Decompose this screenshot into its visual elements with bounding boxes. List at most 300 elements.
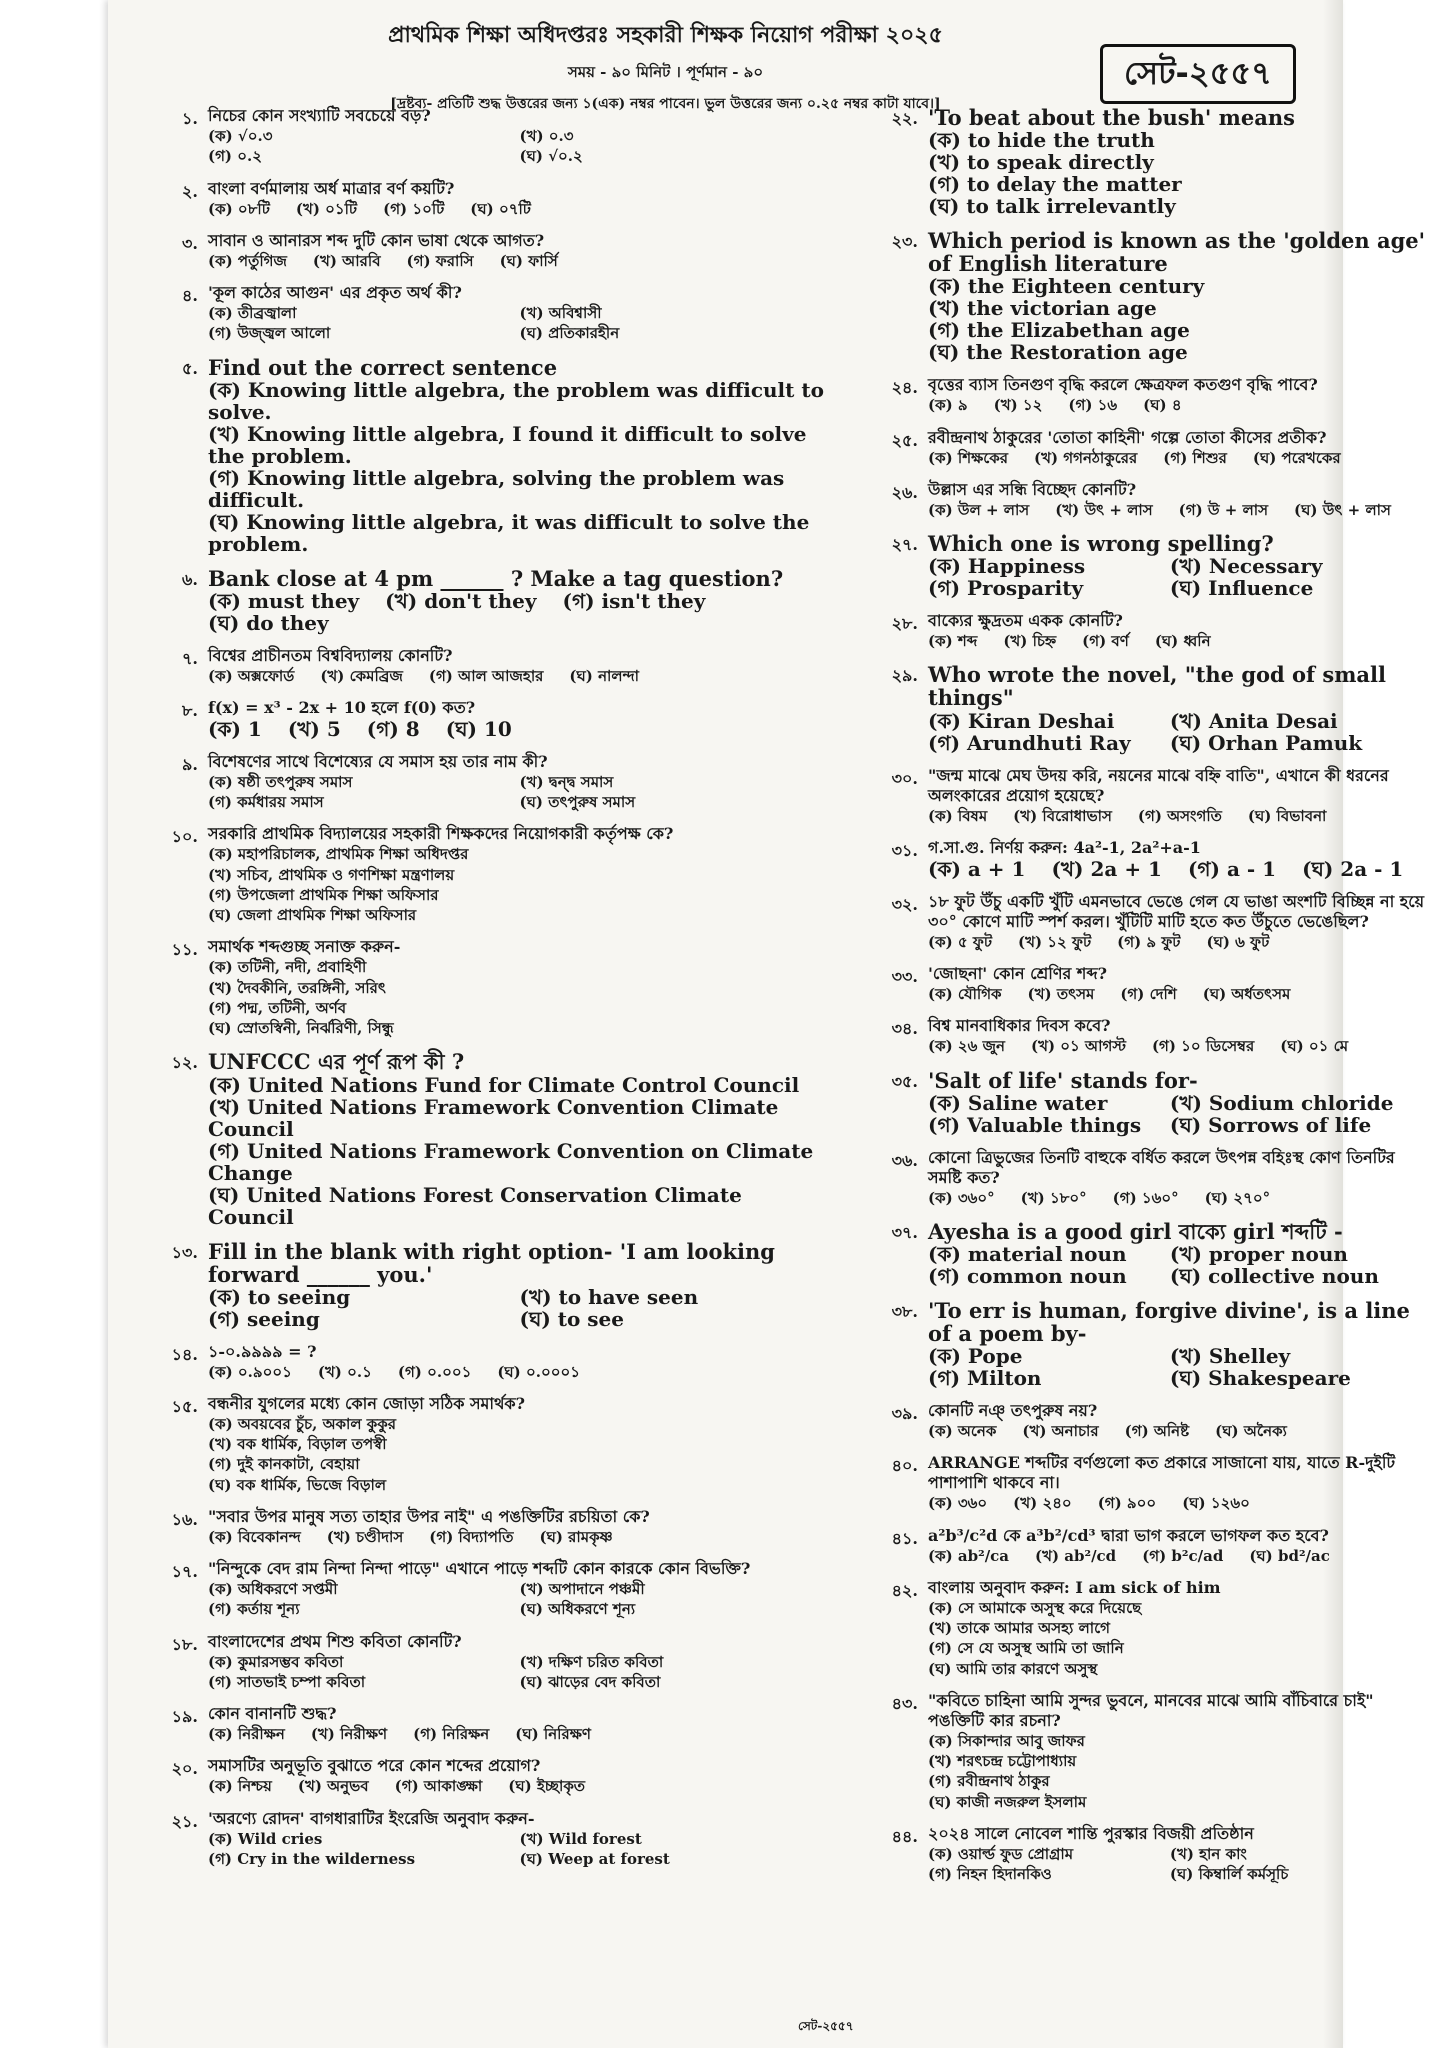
answer-options	[208, 590, 857, 634]
question-text: বিশেষণের সাথে বিশেষ্যের যে সমাস হয় তার নাম কী?	[208, 751, 548, 771]
question-number: ৩৯.	[891, 1404, 918, 1424]
question-number: ২৬.	[891, 482, 918, 502]
answer-option: (গ) অসংগতি	[1137, 806, 1222, 825]
answer-option: (গ) আল আজহার	[428, 666, 544, 685]
answer-options	[208, 251, 857, 271]
question-number: ১২.	[171, 1053, 198, 1073]
answer-option: (গ) 8	[366, 716, 420, 741]
answer-options	[928, 984, 1432, 1004]
answer-option: (ঘ) ০৭টি	[470, 199, 531, 218]
answer-option: (খ) অনুভব	[297, 1777, 369, 1796]
answer-options	[928, 555, 1432, 599]
question-item	[152, 646, 857, 686]
answer-option: (গ) বিদ্যাপতি	[429, 1527, 514, 1546]
answer-option: (গ) নিরিক্ষন	[413, 1725, 490, 1744]
footer-set-label: সেট-২৫৫৭	[798, 2019, 854, 2033]
question-item	[152, 752, 857, 813]
question-item	[872, 428, 1432, 468]
answer-option: (ক) ০.৯০০১	[208, 1362, 292, 1381]
question-item	[152, 1394, 857, 1495]
question-number: ৩৮.	[891, 1302, 918, 1321]
question-text: উল্লাস এর সন্ধি বিচ্ছেদ কোনটি?	[928, 479, 1137, 499]
answer-option: (খ) অপাদানে পঞ্চমী	[519, 1580, 645, 1599]
answer-options	[928, 1421, 1432, 1441]
answer-option: (গ) উজ্জ্বল আলো	[208, 324, 331, 343]
question-text: 'কূল কাঠের আগুন' এর প্রকৃত অর্থ কী?	[208, 283, 462, 302]
answer-options	[928, 1731, 1432, 1812]
question-text: রবীন্দ্রনাথ ঠাকুরের 'তোতা কাহিনী' গল্পে তোতা কীসের প্রতীক?	[928, 427, 1327, 447]
question-item	[872, 1069, 1432, 1136]
answer-option: (ক) শিক্ষকের	[928, 448, 1009, 467]
answer-option: (ঘ) Sorrows of life	[1169, 1112, 1372, 1137]
answer-option: (খ) to have seen	[519, 1284, 699, 1309]
question-number: ২৩.	[891, 232, 918, 252]
answer-option: (ঘ) অর্ধতৎসম	[1202, 985, 1291, 1004]
answer-option: (খ) তৎসম	[1027, 985, 1095, 1004]
answer-options	[928, 1493, 1432, 1513]
answer-option: (খ) don't they	[385, 588, 537, 613]
question-text: "কবিতে চাহিনা আমি সুন্দর ভুবনে, মানবের মাঝে আমি বাঁচিবারে চাই" পঙক্তিটি কার রচনা?	[928, 1690, 1374, 1730]
question-number: ২৮.	[891, 614, 918, 634]
question-number: ৩৩.	[891, 967, 918, 987]
answer-option: (ক) বিষম	[928, 806, 988, 825]
answer-option: (ক) বিবেকানন্দ	[208, 1527, 301, 1546]
question-text: 'Salt of life' stands for-	[928, 1067, 1198, 1093]
answer-option: (ক) অনেক	[928, 1422, 997, 1441]
answer-option: (ঘ) জেলা প্রাথমিক শিক্ষা অফিসার	[208, 906, 417, 925]
question-text: বাংলা বর্ণমালায় অর্ধ মাত্রার বর্ণ কয়টি?	[208, 178, 455, 198]
question-number: ১৯.	[171, 1707, 198, 1727]
question-item	[152, 1632, 857, 1693]
question-item	[152, 231, 857, 271]
question-number: ১০.	[171, 827, 198, 847]
answer-option: (ঘ) ফার্সি	[499, 251, 558, 270]
exam-instruction: [দ্রষ্টব্য- প্রতিটি শুদ্ধ উত্তরের জন্য ১(এক) নম্বর পাবেন। ভুল উত্তরের জন্য ০.২৫ নম্বর কাটা যাবে।]	[390, 96, 941, 112]
question-number: ১৫.	[171, 1396, 198, 1416]
question-text: সমার্থক শব্দগুচ্ছ সনাক্ত করুন-	[208, 937, 401, 957]
question-number: ৪৪.	[891, 1826, 918, 1846]
question-item	[152, 179, 857, 219]
answer-option: (গ) ফরাসি	[406, 251, 474, 270]
answer-option: (ক) ষষ্ঠী তৎপুরুষ সমাস	[208, 772, 353, 791]
answer-options	[208, 1579, 857, 1620]
question-item	[872, 1016, 1432, 1056]
question-number: ২৫.	[891, 430, 918, 450]
question-text: কোনো ত্রিভুজের তিনটি বাহুকে বর্ধিত করলে উৎপন্ন বহিঃস্থ কোণ তিনটির সমষ্টি কত?	[928, 1147, 1395, 1187]
answer-option: (গ) Valuable things	[928, 1112, 1142, 1137]
answer-option: (খ) ১৮০°	[1020, 1188, 1087, 1207]
answer-option: (ঘ) তৎপুরুষ সমাস	[519, 793, 636, 812]
question-item	[152, 356, 857, 555]
answer-options	[928, 448, 1432, 468]
answer-option: (ঘ) ঝাড়ের বেদ কবিতা	[519, 1672, 661, 1691]
question-number: ২২.	[891, 109, 918, 128]
answer-option: (ক) must they	[208, 588, 360, 613]
answer-option: (ঘ) বক ধার্মিক, ভিজে বিড়াল	[208, 1475, 387, 1494]
answer-option: (ক) ০৮টি	[208, 199, 270, 218]
question-item	[872, 1148, 1432, 1208]
answer-option: (ঘ) to talk irrelevantly	[928, 194, 1176, 219]
answer-option: (ক) United Nations Fund for Climate Control Council	[208, 1072, 800, 1097]
answer-option: (গ) to delay the matter	[928, 172, 1182, 197]
answer-option: (ঘ) collective noun	[1169, 1264, 1379, 1288]
question-text: গ.সা.গু. নির্ণয় করুন: 4a²-1, 2a²+a-1	[928, 837, 1201, 857]
answer-options	[208, 957, 857, 1038]
answer-option: (ঘ) do they	[208, 610, 329, 635]
answer-options	[208, 303, 857, 344]
answer-option: (খ) উৎ + লাস	[1055, 500, 1153, 519]
question-text: f(x) = x³ - 2x + 10 হলে f(0) কত?	[208, 697, 476, 717]
question-number: ৪.	[182, 286, 198, 305]
answer-option: (ক) সে আমাকে অসুস্থ করে দিয়েছে	[928, 1598, 1142, 1617]
answer-option: (গ) শিশুর	[1163, 448, 1227, 467]
question-number: ২৪.	[891, 378, 918, 398]
answer-option: (ক) নিরীক্ষন	[208, 1725, 285, 1744]
question-text: "নিন্দুকে বেদ রাম নিন্দা নিন্দা পাড়ে" এখানে পাড়ে শব্দটি কোন কারকে কোন বিভক্তি?	[208, 1559, 751, 1579]
question-text: "সবার উপর মানুষ সত্য তাহার উপর নাই" এ পঙক্তিটির রচয়িতা কে?	[208, 1506, 650, 1526]
set-number-box: সেট-২৫৫৭	[1100, 44, 1296, 104]
answer-option: (ক) যৌগিক	[928, 985, 1002, 1004]
question-item	[872, 1691, 1432, 1812]
question-text: বাংলাদেশের প্রথম শিশু কবিতা কোনটি?	[208, 1631, 462, 1651]
answer-options	[208, 1286, 857, 1330]
answer-option: (ঘ) প্রতিকারহীন	[519, 324, 620, 343]
answer-option: (ঘ) Influence	[1169, 576, 1314, 601]
answer-option: (ক) শব্দ	[928, 632, 978, 651]
answer-options	[928, 1036, 1432, 1056]
question-text: বাক্যের ক্ষুদ্রতম একক কোনটি?	[928, 611, 1123, 631]
answer-option: (খ) কেমব্রিজ	[320, 666, 403, 685]
answer-option: (গ) ১০টি	[383, 199, 445, 218]
answer-option: (ঘ) ৪	[1143, 396, 1182, 415]
question-text: Bank close at 4 pm ______ ? Make a tag question?	[208, 565, 784, 591]
answer-option: (গ) আকাঙ্ক্ষা	[394, 1777, 483, 1796]
answer-options	[928, 858, 1432, 880]
answer-option: (ক) কুমারসম্ভব কবিতা	[208, 1652, 344, 1671]
answer-option: (গ) common noun	[928, 1264, 1127, 1288]
answer-option: (ঘ) ০১ মে	[1280, 1037, 1349, 1056]
answer-option: (গ) দুই কানকাটা, বেহায়া	[208, 1455, 360, 1474]
question-number: ৮.	[182, 700, 198, 720]
question-number: ২৯.	[891, 666, 918, 686]
question-item	[872, 838, 1432, 880]
question-text: বৃত্তের ব্যাস তিনগুণ বৃদ্ধি করলে ক্ষেত্রফল কতগুণ বৃদ্ধি পাবে?	[928, 375, 1318, 395]
question-text: Which period is known as the 'golden age' of English literature	[928, 228, 1426, 277]
answer-option: (গ) ১০ ডিসেম্বর	[1151, 1037, 1255, 1056]
answer-option: (ক) নিশ্চয়	[208, 1777, 272, 1796]
question-text: UNFCCC এর পূর্ণ রূপ কী ?	[208, 1049, 465, 1075]
question-number: ২.	[182, 181, 198, 201]
answer-option: (ক) Knowing little algebra, the problem was difficult to solve.	[208, 377, 824, 424]
answer-option: (ঘ) কিম্বার্লি কর্মসূচি	[1169, 1865, 1289, 1884]
question-text: Find out the correct sentence	[208, 354, 558, 380]
answer-option: (ঘ) Orhan Pamuk	[1169, 730, 1363, 755]
answer-option: (ঘ) নিরিক্ষণ	[515, 1725, 591, 1744]
question-text: Fill in the blank with right option- 'I am looking forward ______ you.'	[208, 1238, 775, 1287]
answer-option: (ঘ) রামকৃষ্ণ	[539, 1527, 613, 1546]
question-item	[152, 698, 857, 740]
answer-options	[928, 129, 1432, 217]
exam-paper	[108, 0, 1426, 2048]
answer-option: (ক) অক্সফোর্ড	[208, 666, 295, 685]
answer-option: (ঘ) ০.০০০১	[497, 1362, 580, 1381]
answer-option: (খ) ২৪০	[1013, 1494, 1072, 1513]
answer-option: (ক) ৯	[928, 396, 968, 415]
answer-option: (ক) Kiran Deshai	[928, 708, 1115, 733]
answer-option: (গ) পদ্ম, তটিনী, অর্ণব	[208, 998, 347, 1017]
answer-option: (ক) ৩৬০	[928, 1494, 988, 1513]
answer-option: (গ) seeing	[208, 1306, 320, 1331]
question-text: ১৮ ফুট উঁচু একটি খুঁটি এমনভাবে ভেঙে গেল যে ভাঙা অংশটি বিচ্ছিন্ন না হয়ে ৩০° কোণে মাটি স্পর্শ করল। খুঁটিটি মাটি হতে কত উঁচুতে ভেঙেছিল?	[928, 891, 1425, 931]
question-text: a²b³/c²d কে a³b²/cd³ দ্বারা ভাগ করলে ভাগফল কত হবে?	[928, 1525, 1329, 1545]
question-item	[872, 1526, 1432, 1566]
answer-option: (ঘ) Knowing little algebra, it was difficult to solve the problem.	[208, 509, 810, 556]
answer-options	[928, 1844, 1432, 1885]
answer-options	[208, 844, 857, 925]
answer-option: (ক) √০.৩	[208, 127, 273, 145]
answer-options	[928, 710, 1432, 754]
answer-option: (গ) সাতভাই চম্পা কবিতা	[208, 1672, 366, 1691]
answer-option: (ক) ৫ ফুট	[928, 932, 993, 951]
answer-option: (ঘ) bd²/ac	[1249, 1546, 1330, 1565]
question-text: সমাসটির অনুভূতি বুঝাতে পরে কোন শব্দের প্রয়োগ?	[208, 1756, 541, 1776]
answer-option: (ক) তটিনী, নদী, প্রবাহিণী	[208, 958, 367, 977]
answer-option: (ঘ) the Restoration age	[928, 340, 1188, 365]
question-text: ১-০.৯৯৯৯ = ?	[208, 1341, 317, 1361]
answer-option: (খ) ১২ ফুট	[1018, 932, 1092, 951]
answer-option: (খ) 5	[287, 716, 341, 741]
answer-option: (গ) Prosparity	[928, 576, 1084, 601]
question-item	[872, 229, 1432, 363]
answer-option: (খ) ab²/cd	[1035, 1546, 1117, 1565]
answer-options	[208, 718, 857, 740]
question-item	[872, 375, 1432, 415]
answer-option: (ক) মহাপরিচালক, প্রাথমিক শিক্ষা অধিদপ্তর	[208, 845, 469, 864]
answer-option: (গ) উ + লাস	[1178, 500, 1269, 519]
question-number: ৪০.	[891, 1456, 918, 1476]
answer-option: (ঘ) কাজী নজরুল ইসলাম	[928, 1792, 1087, 1811]
question-item	[152, 824, 857, 925]
question-text: Who wrote the novel, "the god of small things"	[928, 662, 1386, 711]
answer-options	[208, 199, 857, 219]
answer-options	[208, 1724, 857, 1744]
question-number: ৩.	[182, 233, 198, 253]
answer-option: (গ) কর্মধারয় সমাস	[208, 793, 324, 812]
answer-option: (ঘ) to see	[519, 1306, 625, 1331]
question-text: বাংলায় অনুবাদ করুন: I am sick of him	[928, 1577, 1221, 1597]
question-text: বিশ্বের প্রাচীনতম বিশ্ববিদ্যালয় কোনটি?	[208, 645, 453, 665]
answer-options	[928, 1546, 1432, 1566]
answer-option: (গ) নিহন হিদানকিও	[928, 1865, 1052, 1884]
answer-option: (ক) অধিকরণে সপ্তমী	[208, 1580, 338, 1599]
answer-option: (গ) রবীন্দ্রনাথ ঠাকুর	[928, 1772, 1050, 1791]
question-number: ৫.	[182, 358, 198, 378]
question-text: "জন্ম মাঝে মেঘ উদয় করি, নয়নের মাঝে বহ্নি বাতি", এখানে কী ধরনের অলংকারের প্রয়োগ হয়েছে?	[928, 765, 1389, 805]
answer-options	[928, 1598, 1432, 1679]
answer-options	[928, 1345, 1432, 1389]
question-number: ১৪.	[171, 1344, 198, 1364]
answer-option: (ঘ) 2a - 1	[1302, 856, 1404, 881]
answer-option: (গ) ৯০০	[1097, 1494, 1157, 1513]
answer-options	[928, 1188, 1432, 1208]
question-number: ২৭.	[891, 535, 918, 555]
answer-options	[208, 772, 857, 813]
question-item	[152, 937, 857, 1038]
answer-options	[928, 500, 1432, 520]
answer-option: (খ) Knowing little algebra, I found it difficult to solve the problem.	[208, 421, 807, 468]
answer-option: (ক) to seeing	[208, 1284, 351, 1309]
answer-option: (ক) ওয়ার্ল্ড ফুড প্রোগ্রাম	[928, 1844, 1074, 1863]
answer-option: (খ) the victorian age	[928, 296, 1157, 321]
answer-options	[208, 126, 857, 167]
question-number: ৩২.	[891, 894, 918, 914]
question-item	[872, 1220, 1432, 1287]
answer-options	[208, 1527, 857, 1547]
answer-options	[208, 1652, 857, 1693]
answer-option: (ক) তীব্রজ্বালা	[208, 304, 297, 322]
question-item	[872, 480, 1432, 520]
question-number: ১১.	[171, 940, 198, 960]
answer-options	[208, 1362, 857, 1382]
question-item	[152, 1704, 857, 1744]
answer-option: (খ) দৈবকীনি, তরঙ্গিনী, সরিৎ	[208, 978, 386, 997]
question-item	[872, 611, 1432, 651]
answer-option: (খ) proper noun	[1169, 1242, 1348, 1266]
answer-options	[208, 379, 857, 555]
question-item	[872, 663, 1432, 753]
answer-options	[208, 1074, 857, 1228]
question-number: ২০.	[171, 1759, 198, 1779]
question-number: ৯.	[182, 754, 198, 774]
answer-options	[928, 932, 1432, 952]
question-number: ১৭.	[171, 1562, 198, 1582]
answer-option: (ক) Pope	[928, 1344, 1023, 1369]
answer-options	[928, 631, 1432, 651]
answer-option: (ঘ) Shakespeare	[1169, 1366, 1351, 1391]
question-item	[872, 964, 1432, 1004]
answer-options	[208, 666, 857, 686]
answer-option: (গ) b²c/ad	[1142, 1546, 1224, 1565]
answer-option: (গ) দেশি	[1120, 985, 1177, 1004]
answer-option: (খ) সচিব, প্রাথমিক ও গণশিক্ষা মন্ত্রণালয়	[208, 865, 455, 884]
answer-option: (গ) United Nations Framework Convention on Climate Change	[208, 1138, 814, 1185]
answer-option: (ঘ) ১২৬০	[1182, 1494, 1250, 1513]
question-number: ২১.	[171, 1811, 198, 1831]
answer-option: (ঘ) আমি তার কারণে অসুস্থ	[928, 1659, 1098, 1678]
answer-option: (গ) the Elizabethan age	[928, 318, 1190, 343]
exam-time-marks: সময় - ৯০ মিনিট । পূর্ণমান - ৯০	[567, 63, 764, 81]
question-item	[872, 766, 1432, 826]
answer-option: (গ) Knowing little algebra, solving the problem was difficult.	[208, 465, 785, 512]
answer-options	[928, 1243, 1432, 1287]
answer-option: (খ) ১২	[993, 396, 1043, 415]
question-number: ৩১.	[891, 840, 918, 860]
answer-option: (খ) to speak directly	[928, 150, 1154, 175]
question-text: কোন বানানটি শুদ্ধ?	[208, 1704, 337, 1724]
answer-option: (গ) ৯ ফুট	[1117, 932, 1181, 951]
answer-option: (ক) the Eighteen century	[928, 274, 1205, 299]
answer-option: (ক) সিকান্দার আবু জাফর	[928, 1731, 1085, 1750]
question-item	[872, 1578, 1432, 1679]
answer-option: (গ) ১৬০°	[1112, 1188, 1179, 1207]
answer-option: (খ) Anita Desai	[1169, 708, 1338, 733]
answer-option: (খ) ০১ আগস্ট	[1031, 1037, 1126, 1056]
question-item	[152, 1756, 857, 1796]
answer-option: (খ) হান কাং	[1169, 1844, 1247, 1863]
answer-options	[928, 275, 1432, 363]
question-item	[872, 1401, 1432, 1441]
answer-option: (ঘ) ২৭০°	[1204, 1188, 1271, 1207]
question-number: ১৮.	[171, 1634, 198, 1654]
question-number: ৪২.	[891, 1580, 918, 1600]
answer-option: (গ) সে যে অসুস্থ আমি তা জানি	[928, 1639, 1124, 1658]
question-text: ২০২৪ সালে নোবেল শান্তি পুরস্কার বিজয়ী প্রতিষ্ঠান	[928, 1823, 1254, 1843]
question-number: ৬.	[182, 569, 198, 589]
answer-option: (খ) বক ধার্মিক, বিড়াল তপস্বী	[208, 1435, 387, 1454]
question-number: ১৬.	[171, 1509, 198, 1529]
question-text: বিশ্ব মানবাধিকার দিবস কবে?	[928, 1016, 1111, 1036]
answer-options	[928, 1092, 1432, 1136]
answer-option: (গ) Arundhuti Ray	[928, 730, 1131, 755]
question-text: 'জোছনা' কোন শ্রেণির শব্দ?	[928, 964, 1107, 984]
answer-options	[928, 395, 1432, 415]
question-item	[152, 106, 857, 167]
answer-option: (ক) material noun	[928, 1242, 1127, 1266]
answer-option: (ঘ) উৎ + লাস	[1294, 500, 1391, 519]
question-text: ARRANGE শব্দটির বর্ণগুলো কত প্রকারে সাজানো যায়, যাতে R-দুইটি পাশাপাশি থাকবে না।	[928, 1453, 1396, 1493]
answer-option: (খ) Shelley	[1169, 1344, 1291, 1369]
answer-option: (ঘ) অধিকরণে শূন্য	[519, 1600, 636, 1619]
answer-option: (খ) বিরোধাভাস	[1013, 806, 1112, 825]
answer-option: (ঘ) পরেখকের	[1252, 448, 1341, 467]
answer-option: (খ) Necessary	[1169, 554, 1323, 579]
answer-option: (ক) পর্তুগিজ	[208, 251, 287, 270]
question-item	[152, 1240, 857, 1330]
question-number: ৭.	[182, 648, 198, 668]
answer-option: (খ) ০.৩	[519, 127, 574, 145]
answer-option: (খ) দ্বন্দ্ব সমাস	[519, 772, 614, 791]
question-text: নিচের কোন সংখ্যাটি সবচেয়ে বড়?	[208, 106, 431, 125]
question-text: 'অরণ্যে রোদন' বাগধারাটির ইংরেজি অনুবাদ করুন-	[208, 1808, 535, 1828]
question-item	[872, 1824, 1432, 1885]
answer-option: (খ) অনাচার	[1022, 1422, 1099, 1441]
answer-option: (গ) isn't they	[562, 588, 706, 613]
question-item	[872, 532, 1432, 599]
answer-option: (খ) চণ্ডীদাস	[326, 1527, 404, 1546]
answer-option: (গ) অনিষ্ট	[1124, 1422, 1190, 1441]
question-item	[872, 892, 1432, 952]
right-question-column	[872, 106, 1432, 1896]
answer-option: (ক) ৩৬০°	[928, 1188, 995, 1207]
question-text: Ayesha is a good girl বাক্যে girl শব্দটি -	[928, 1218, 1343, 1244]
answer-option: (ক) ab²/ca	[928, 1546, 1010, 1565]
answer-option: (ক) উল + লাস	[928, 500, 1030, 519]
question-number: ৪৩.	[891, 1693, 918, 1713]
answer-option: (খ) আরবি	[312, 251, 381, 270]
question-item	[872, 106, 1432, 217]
question-text: সাবান ও আনারস শব্দ দুটি কোন ভাষা থেকে আগত?	[208, 230, 545, 250]
answer-option: (খ) United Nations Framework Convention Climate Council	[208, 1094, 779, 1141]
answer-options	[928, 806, 1432, 826]
answer-option: (ক) a + 1	[928, 856, 1026, 881]
left-question-column	[152, 106, 857, 1881]
question-item	[152, 1050, 857, 1227]
answer-option: (খ) চিহ্ন	[1003, 632, 1057, 651]
answer-option: (গ) কর্তায় শূন্য	[208, 1600, 300, 1619]
question-item	[152, 567, 857, 634]
answer-option: (খ) অবিশ্বাসী	[519, 304, 602, 322]
answer-option: (ঘ) United Nations Forest Conservation Climate Council	[208, 1182, 742, 1229]
